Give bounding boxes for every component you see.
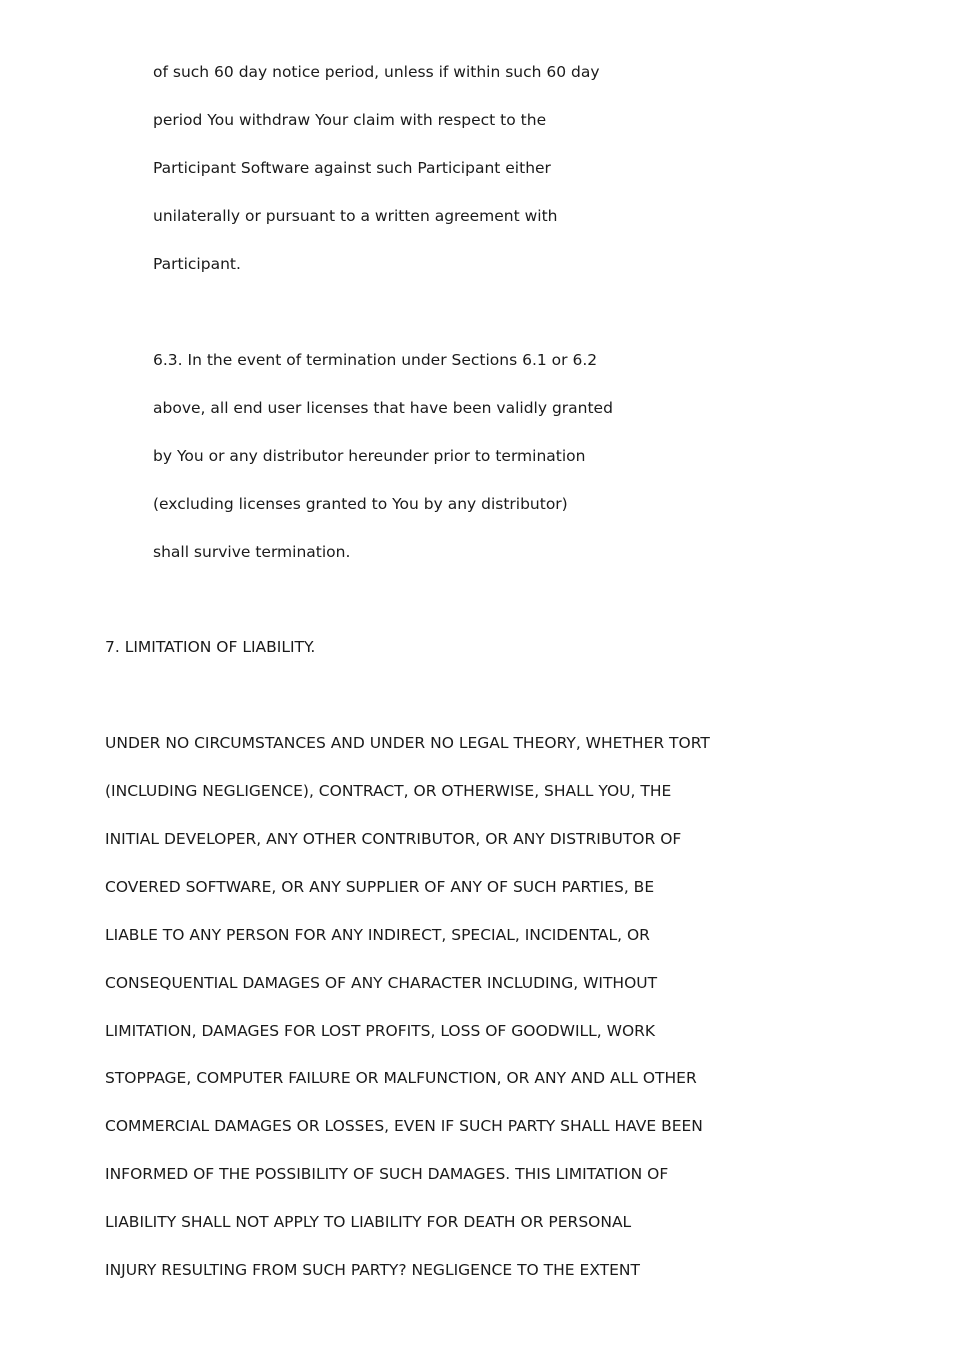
paragraph-line: STOPPAGE, COMPUTER FAILURE OR MALFUNCTION, OR ANY AND ALL OTHER bbox=[105, 1069, 697, 1087]
paragraph-line: period You withdraw Your claim with respect to the bbox=[153, 111, 547, 129]
paragraph-line: (excluding licenses granted to You by any distributor) bbox=[153, 495, 568, 513]
paragraph-line: INITIAL DEVELOPER, ANY OTHER CONTRIBUTOR, OR ANY DISTRIBUTOR OF bbox=[105, 830, 682, 848]
section-7-heading: 7. LIMITATION OF LIABILITY. bbox=[105, 638, 316, 656]
paragraph-line: unilaterally or pursuant to a written agreement with bbox=[153, 207, 558, 225]
paragraph-line: Participant. bbox=[153, 255, 241, 273]
paragraph-line: COVERED SOFTWARE, OR ANY SUPPLIER OF ANY OF SUCH PARTIES, BE bbox=[105, 878, 655, 896]
paragraph-line: shall survive termination. bbox=[153, 543, 351, 561]
paragraph-line: LIMITATION, DAMAGES FOR LOST PROFITS, LOSS OF GOODWILL, WORK bbox=[105, 1022, 656, 1040]
paragraph-line: LIABLE TO ANY PERSON FOR ANY INDIRECT, SPECIAL, INCIDENTAL, OR bbox=[105, 926, 650, 944]
paragraph-line: above, all end user licenses that have been validly granted bbox=[153, 399, 613, 417]
paragraph-line: INFORMED OF THE POSSIBILITY OF SUCH DAMAGES. THIS LIMITATION OF bbox=[105, 1165, 669, 1183]
paragraph-line: 6.3. In the event of termination under Sections 6.1 or 6.2 bbox=[153, 351, 598, 369]
paragraph-line: COMMERCIAL DAMAGES OR LOSSES, EVEN IF SUCH PARTY SHALL HAVE BEEN bbox=[105, 1117, 703, 1135]
paragraph-line: UNDER NO CIRCUMSTANCES AND UNDER NO LEGAL THEORY, WHETHER TORT bbox=[105, 734, 710, 752]
paragraph-line: (INCLUDING NEGLIGENCE), CONTRACT, OR OTHERWISE, SHALL YOU, THE bbox=[105, 782, 672, 800]
paragraph-line: CONSEQUENTIAL DAMAGES OF ANY CHARACTER INCLUDING, WITHOUT bbox=[105, 974, 658, 992]
paragraph-line: of such 60 day notice period, unless if within such 60 day bbox=[153, 63, 600, 81]
paragraph-line: INJURY RESULTING FROM SUCH PARTY? NEGLIGENCE TO THE EXTENT bbox=[105, 1261, 640, 1279]
paragraph-line: LIABILITY SHALL NOT APPLY TO LIABILITY FOR DEATH OR PERSONAL bbox=[105, 1213, 632, 1231]
paragraph-line: Participant Software against such Participant either bbox=[153, 159, 551, 177]
paragraph-line: by You or any distributor hereunder prior to termination bbox=[153, 447, 586, 465]
